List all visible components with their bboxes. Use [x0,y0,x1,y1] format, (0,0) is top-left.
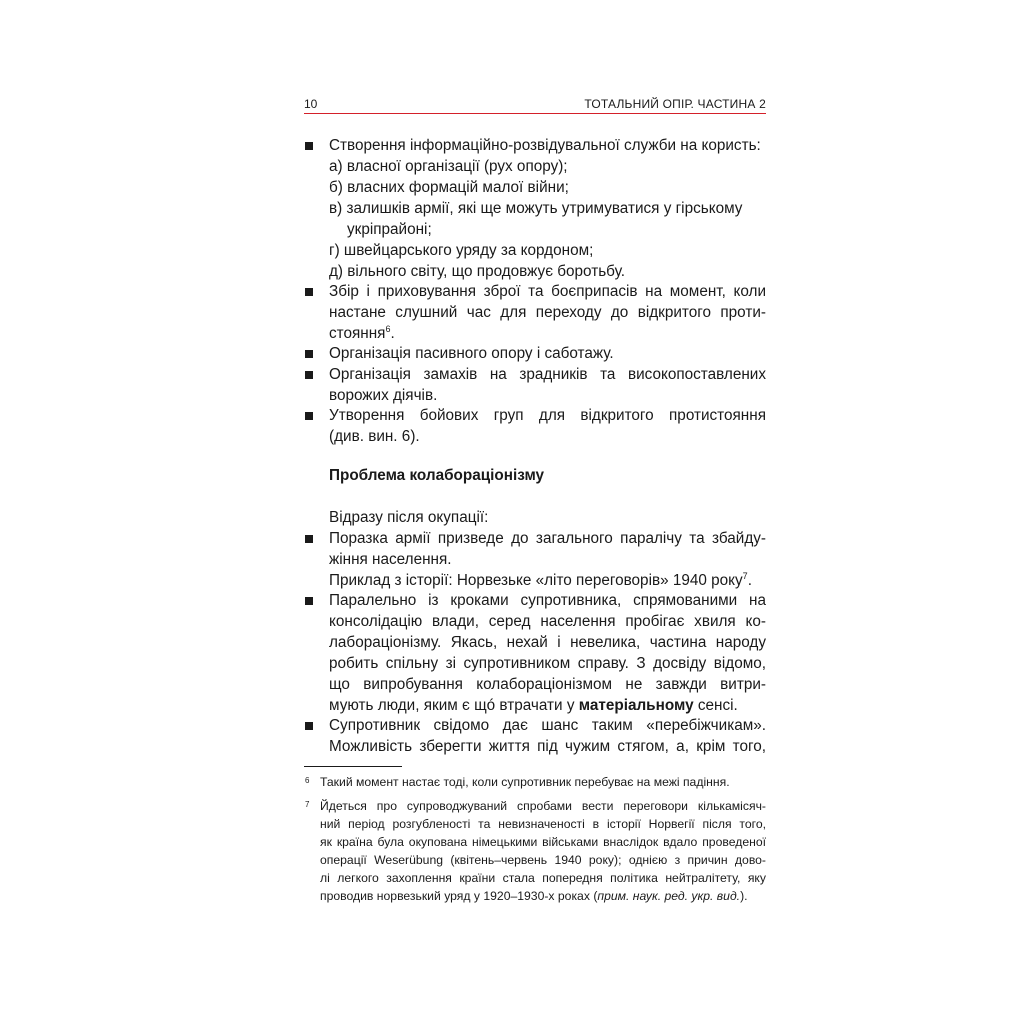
footnote-line [320,887,766,905]
bullet-marker [305,535,313,543]
footnote-line: лі легкого захоплення країни стала попередня політика нейтралітету, яку [320,871,766,885]
line-text: . [747,572,752,589]
list-item: в) залишків армії, які ще можуть утримуватися у гірському [329,200,743,217]
footnote-line: ний період розгубленості та невизначеності в історії Норвегії після того, [320,817,766,831]
footnote-line: Йдеться про супроводжуваний спробами вести переговори кількамісяч- [320,799,766,813]
paragraph-line: консолідацію влади, серед населення пробігає хвиля ко- [329,613,766,630]
paragraph-line: жіння населення. [329,551,452,568]
line-text: ). [740,889,748,903]
bullet-marker [305,288,313,296]
paragraph-line: Паралельно із кроками супротивника, спрямованими на [329,592,766,609]
bullet-marker [305,722,313,730]
footnote-number: 7 [305,800,310,809]
paragraph-line: настане слушний час для переходу до відкритого проти- [329,304,766,321]
paragraph-line: Організація пасивного опору і саботажу. [329,345,614,362]
section-heading: Проблема колабораціонізму [329,467,545,484]
paragraph-line: лабораціонізму. Якась, нехай і невелика, частина народу [329,634,766,651]
page-number: 10 [304,97,318,111]
bullet-marker [305,597,313,605]
list-item: д) вільного світу, що продовжує боротьбу. [329,263,625,280]
paragraph-line: Можливість зберегти життя під чужим стягом, а, крім того, [329,738,766,755]
footnote-number: 6 [305,776,310,785]
paragraph-line: Збір і приховування зброї та боєприпасів на момент, коли [329,283,766,300]
line-text: Приклад з історії: Норвезьке «літо переговорів» 1940 року [329,572,743,589]
paragraph-line [329,695,766,716]
footnote-ref: 6 [385,324,391,334]
bullet-marker [305,412,313,420]
footnote-line: як країна була окупована німецькими військами внаслідок вдало проведеної [320,835,766,849]
list-item: укріпрайоні; [347,221,432,238]
paragraph-line: Супротивник свідомо дає шанс таким «перебіжчикам». [329,717,766,734]
running-title: ТОТАЛЬНИЙ ОПІР. ЧАСТИНА 2 [584,97,766,111]
bold-text: матеріальному [578,697,694,714]
paragraph-line: Утворення бойових груп для відкритого протистояння [329,407,766,424]
list-item: г) швейцарського уряду за кордоном; [329,242,594,259]
line-text: . [390,325,395,342]
list-item: б) власних формацій малої війни; [329,179,569,196]
footnote-ref: 7 [742,571,748,581]
paragraph-line: ворожих діячів. [329,387,438,404]
footnote-line: операції Weserübung (квітень–червень 1940 року); однією з причин дово- [320,853,766,867]
line-text: проводив норвезький уряд у 1920–1930-х роках ( [320,889,598,903]
line-text: мують люди, яким є щó втрачати у [329,697,579,714]
italic-text: прим. наук. ред. укр. вид. [597,889,741,903]
paragraph-line: Поразка армії призведе до загального паралічу та збайду- [329,530,766,547]
line-text: стояння [329,325,386,342]
paragraph-line [329,323,766,344]
bullet-marker [305,371,313,379]
paragraph-line: Організація замахів на зрадників та високопоставлених [329,366,766,383]
paragraph-line: Відразу після окупації: [329,509,489,526]
line-text: сенсі. [693,697,738,714]
list-item: а) власної організації (рух опору); [329,158,568,175]
bullet-marker [305,350,313,358]
paragraph-line: (див. вин. 6). [329,428,420,445]
header-rule [304,113,766,114]
paragraph-line: Створення інформаційно-розвідувальної служби на користь: [329,137,761,154]
footnote-line: Такий момент настає тоді, коли супротивник перебуває на межі падіння. [320,775,730,789]
paragraph-line [329,570,766,591]
paragraph-line: робить спільну зі супротивником справу. З досвіду відомо, [329,655,766,672]
footnote-rule [304,766,402,767]
paragraph-line: що випробування колабораціонізмом не завжди витри- [329,676,766,693]
bullet-marker [305,142,313,150]
